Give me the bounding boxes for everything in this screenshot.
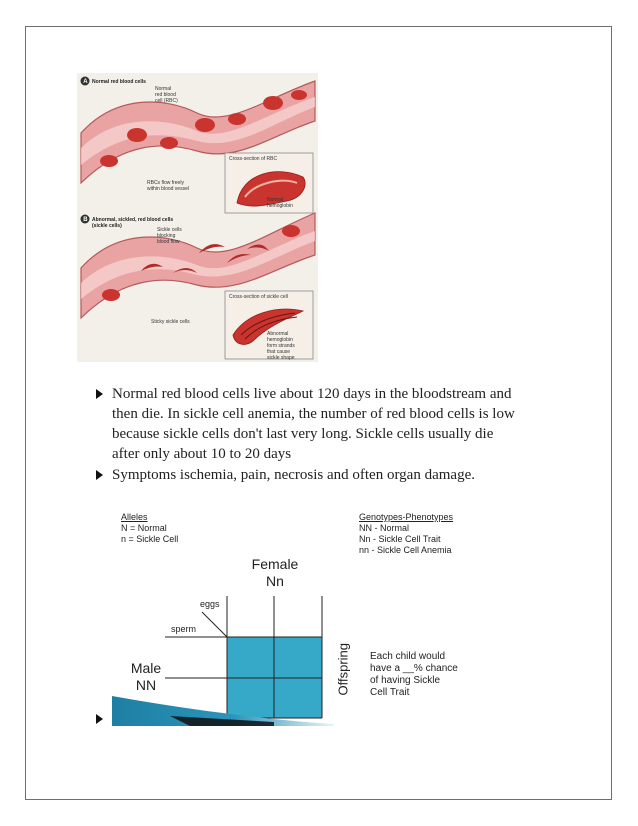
rbc-cell	[160, 137, 178, 149]
female-genotype: Nn	[266, 573, 284, 589]
male-parent-label	[118, 660, 174, 694]
rbc-cell	[100, 155, 118, 167]
rbc-cell	[291, 90, 307, 100]
sperm-label: sperm	[171, 624, 197, 634]
note-line: Cell Trait	[370, 687, 410, 698]
rbc-cell	[263, 96, 283, 110]
bullet-line: then die. In sickle cell anemia, the number of red blood cells is low	[112, 406, 515, 422]
bullet-line: because sickle cells don't last very long. Sickle cells usually die	[112, 426, 494, 442]
bullet-line: after only about 10 to 20 days	[112, 446, 292, 462]
badge-a-letter: A	[83, 79, 88, 85]
rbc-cell	[195, 118, 215, 132]
panel-a-flow-line: RBCs flow freely	[147, 180, 184, 186]
rbc-cell	[127, 128, 147, 142]
rbc-cell	[228, 113, 246, 125]
genotypes-block	[359, 512, 453, 556]
panel-b-sticky-label: Sticky sickle cells	[151, 319, 190, 325]
panel-a-hemo-line: Normal	[267, 197, 284, 203]
panel-b-subtitle: (sickle cells)	[92, 223, 122, 229]
note-line: Each child would	[370, 651, 446, 662]
panel-b-callout-line: Sickle cells	[157, 227, 182, 233]
eggs-label: eggs	[200, 599, 220, 609]
allele-item: N = Normal	[121, 523, 167, 533]
alleles-heading: Alleles	[121, 512, 148, 522]
triangle-bullet-icon	[96, 470, 103, 480]
panel-a-callout-line: Normal	[155, 86, 172, 92]
male-label-line: Male	[130, 660, 162, 676]
bullet-line: Symptoms ischemia, pain, necrosis and often organ damage.	[112, 467, 475, 483]
panel-b-cross-title: Cross-section of sickle cell	[229, 294, 288, 300]
bullet-item	[96, 465, 566, 485]
genotype-item: Nn - Sickle Cell Trait	[359, 534, 441, 544]
female-label-line: Female	[251, 556, 299, 572]
panel-b-hemo-line: form strands	[267, 343, 295, 349]
punnett-diagonal	[202, 612, 227, 637]
panel-a-title: Normal red blood cells	[92, 79, 146, 85]
genotype-item: NN - Normal	[359, 523, 410, 533]
panel-b-hemo-line: hemoglobin	[267, 337, 293, 343]
panel-b-hemo-line: Abnormal	[267, 331, 289, 337]
bullet-item	[96, 384, 566, 464]
triangle-bullet-icon	[96, 389, 103, 399]
note-line: of having Sickle	[370, 675, 441, 686]
panel-a-callout-line: cell (RBC)	[155, 98, 178, 104]
panel-b-callout-line: blocking	[157, 233, 176, 239]
bullet-line: Normal red blood cells live about 120 days in the bloodstream and	[112, 386, 512, 402]
panel-b-hemo-line: that cause	[267, 349, 291, 355]
badge-b-letter: B	[83, 217, 88, 223]
female-parent-label	[240, 556, 310, 590]
panel-a-cross-title: Cross-section of RBC	[229, 156, 278, 162]
bullet-list	[96, 384, 566, 486]
panel-b-title: Abnormal, sickled, red blood cells	[92, 217, 174, 223]
triangle-bullet-icon	[96, 714, 103, 724]
panel-a-flow-line: within blood vessel	[147, 186, 189, 192]
genotypes-heading: Genotypes-Phenotypes	[359, 512, 454, 522]
panel-a-callout-line: red blood	[155, 92, 176, 98]
allele-item: n = Sickle Cell	[121, 534, 179, 544]
offspring-label: Offspring	[335, 642, 351, 696]
note-line: have a __% chance	[370, 663, 458, 674]
male-genotype: NN	[135, 677, 157, 693]
genotype-item: nn - Sickle Cell Anemia	[359, 545, 452, 555]
rbc-cell	[102, 289, 120, 301]
sickle-cell-illustration	[77, 73, 318, 362]
alleles-block	[121, 512, 178, 545]
panel-b-callout-line: blood flow	[157, 239, 180, 245]
panel-b-hemo-line: sickle shape	[267, 355, 295, 361]
panel-a-hemo-line: hemoglobin	[267, 203, 293, 209]
offspring-note	[370, 651, 490, 699]
rbc-cell	[282, 225, 300, 237]
